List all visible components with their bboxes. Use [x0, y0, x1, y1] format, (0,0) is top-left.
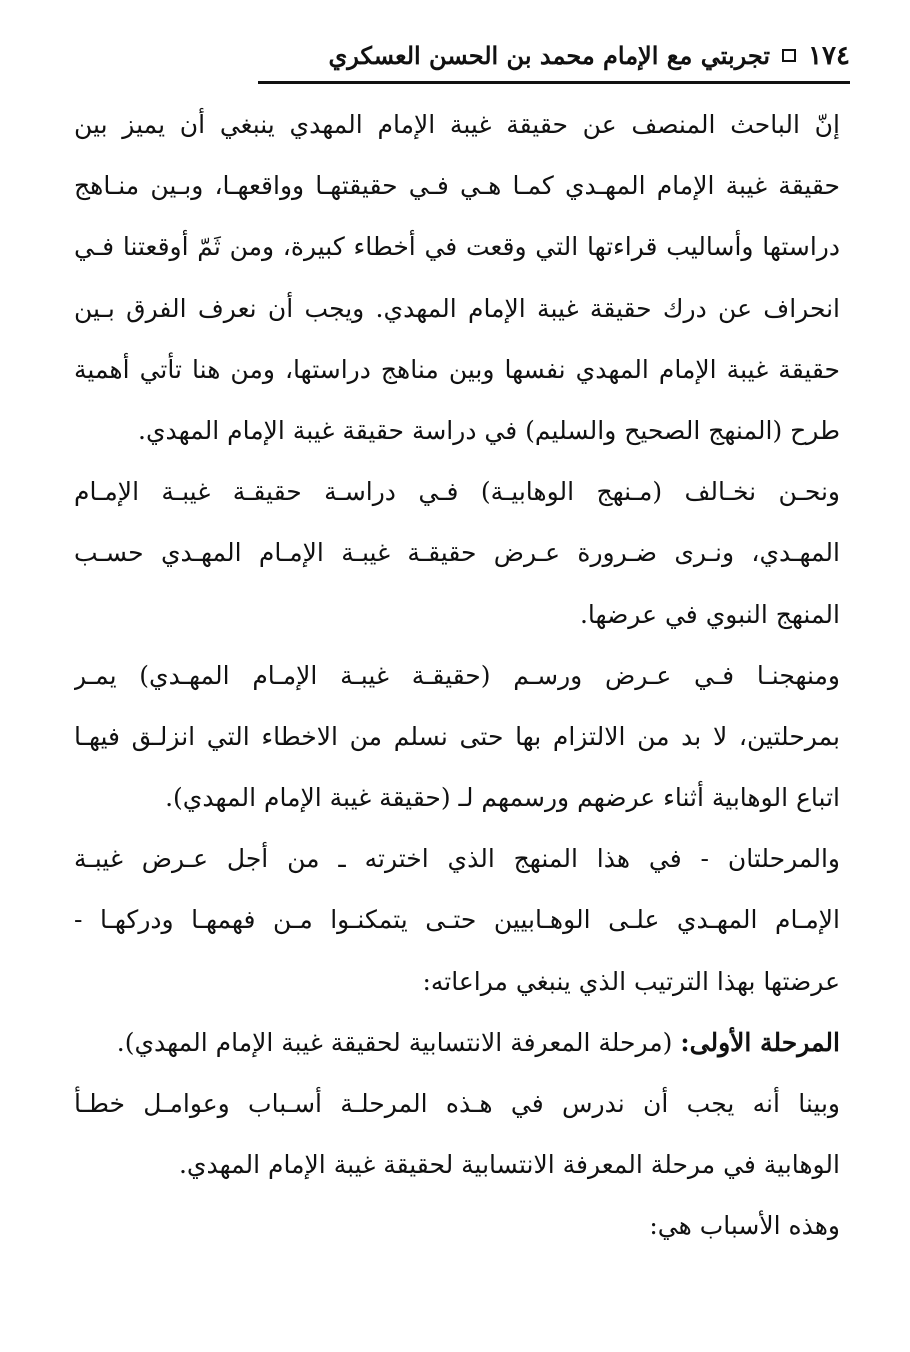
stage-one-text: (مرحلة المعرفة الانتسابية لحقيقة غيبة الإمام المهدي).: [116, 1027, 681, 1057]
paragraph-1-line-6: طرح (المنهج الصحيح والسليم) في دراسة حقيقة غيبة الإمام المهدي.: [138, 415, 840, 445]
paragraph-1-line-3: دراستها وأساليب قراءتها التي وقعت في أخطاء كبيرة، ومن ثَمّ أوقعتنا فـي: [74, 232, 840, 262]
paragraph-5-line-1: وبينا أنه يجب أن ندرس في هـذه المرحلـة أسـباب وعوامـل خطـأ: [74, 1089, 840, 1118]
running-header: [258, 36, 850, 84]
paragraph-1-line-4: انحراف عن درك حقيقة غيبة الإمام المهدي. ويجب أن نعرف الفرق بـين: [74, 293, 840, 323]
page-number: ١٧٤: [808, 40, 850, 71]
paragraph-5-line-2: الوهابية في مرحلة المعرفة الانتسابية لحقيقة غيبة الإمام المهدي.: [178, 1150, 840, 1180]
stage-one-label: المرحلة الأولى:: [680, 1027, 840, 1057]
paragraph-1-line-1: إنّ الباحث المنصف عن حقيقة غيبة الإمام المهدي ينبغي أن يميز بين: [74, 110, 840, 139]
square-icon: [782, 49, 796, 62]
paragraph-2-line-1: ونحـن نخـالف (مـنهج الوهابيـة) فـي دراسـة حقيقـة غيبـة الإمـام: [74, 477, 840, 507]
paragraph-1-line-2: حقيقة غيبة الإمام المهـدي كمـا هـي فـي حقيقتهـا وواقعهـا، وبـين منـاهج: [74, 171, 840, 201]
paragraph-4-line-1: والمرحلتان - في هذا المنهج الذي اخترته ـ من أجل عـرض غيبـة: [74, 844, 840, 874]
stage-one-line: [74, 1012, 840, 1073]
paragraph-4-line-2: الإمـام المهـدي علـى الوهـابيين حتـى يتمكنـوا مـن فهمهـا ودركهـا -: [74, 905, 840, 935]
paragraph-1-line-5: حقيقة غيبة الإمام المهدي نفسها وبين مناهج دراستها، ومن هنا تأتي أهمية: [74, 354, 840, 384]
paragraph-3-line-3: اتباع الوهابية أثناء عرضهم ورسمهم لـ (حقيقة غيبة الإمام المهدي).: [165, 783, 840, 813]
paragraph-2-line-2: المهـدي، ونـرى ضـرورة عـرض حقيقـة غيبـة الإمـام المهـدي حسـب: [74, 538, 840, 568]
paragraph-4-line-3: عرضتها بهذا الترتيب الذي ينبغي مراعاته:: [422, 966, 840, 996]
paragraph-2-line-3: المنهج النبوي في عرضها.: [579, 599, 840, 629]
paragraph-3-line-1: ومنهجنـا فـي عـرض ورسـم (حقيقـة غيبـة الإمـام المهـدي) يمـر: [74, 660, 840, 690]
paragraph-3-line-2: بمرحلتين، لا بد من الالتزام بها حتى نسلم من الاخطاء التي انزلـق فيهـا: [74, 721, 840, 751]
body-text: [74, 94, 840, 1257]
book-title: تجربتي مع الإمام محمد بن الحسن العسكري: [328, 41, 771, 70]
paragraph-6-line-1: وهذه الأسباب هي:: [649, 1211, 840, 1241]
